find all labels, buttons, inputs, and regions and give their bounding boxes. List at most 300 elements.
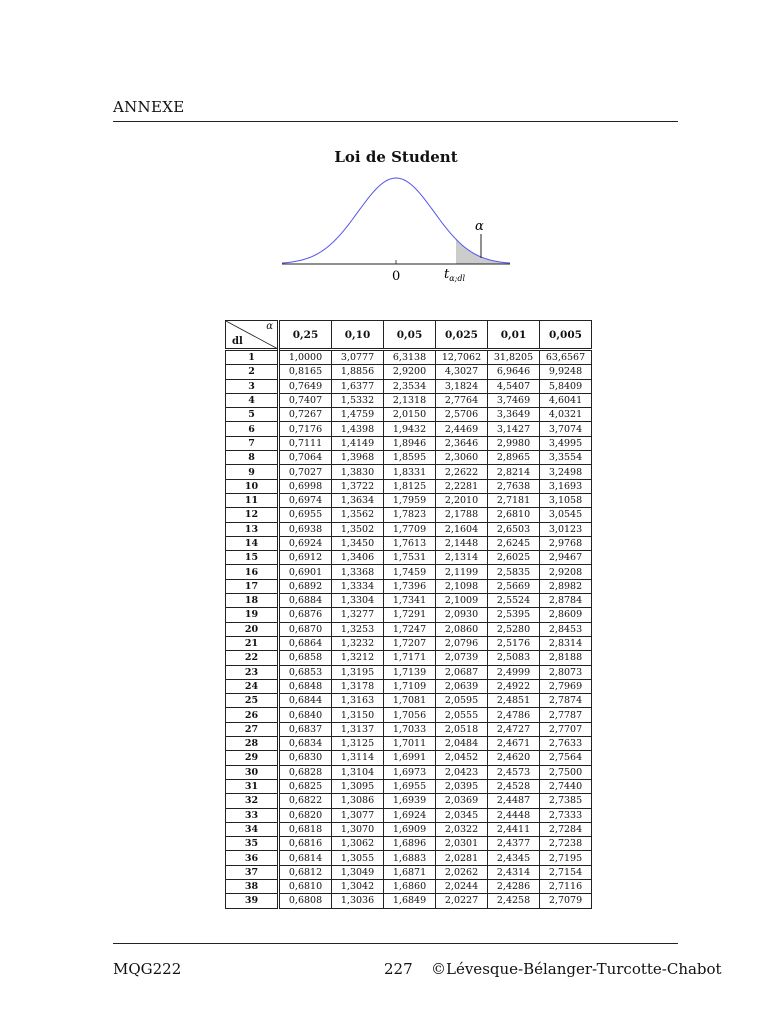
value-cell: 0,6822 [279,794,332,808]
value-cell: 1,4398 [332,422,384,436]
dl-cell: 17 [226,579,279,593]
value-cell: 0,7111 [279,436,332,450]
table-row [226,508,592,522]
value-cell: 2,0369 [436,794,488,808]
value-cell: 1,7613 [384,536,436,550]
value-cell: 2,4727 [488,722,540,736]
value-cell: 2,0262 [436,865,488,879]
value-cell: 1,3062 [332,837,384,851]
value-cell: 2,5280 [488,622,540,636]
table-row [226,479,592,493]
value-cell: 2,0639 [436,679,488,693]
dl-cell: 19 [226,608,279,622]
value-cell: 3,0545 [540,508,592,522]
value-cell: 2,0322 [436,822,488,836]
dl-cell: 37 [226,865,279,879]
value-cell: 2,8073 [540,665,592,679]
dl-cell: 13 [226,522,279,536]
value-cell: 2,5083 [488,651,540,665]
value-cell: 1,7531 [384,551,436,565]
table-row [226,708,592,722]
table-row [226,493,592,507]
table-row [226,365,592,379]
dl-cell: 22 [226,651,279,665]
dl-cell: 11 [226,493,279,507]
value-cell: 1,3634 [332,493,384,507]
dl-cell: 38 [226,879,279,893]
value-cell: 2,4487 [488,794,540,808]
value-cell: 2,8453 [540,622,592,636]
value-cell: 2,0150 [384,408,436,422]
dl-cell: 2 [226,365,279,379]
value-cell: 1,7207 [384,636,436,650]
table-row [226,465,592,479]
value-cell: 0,6884 [279,594,332,608]
value-cell: 2,9200 [384,365,436,379]
table-row [226,451,592,465]
header-rule [113,121,678,122]
table-row [226,694,592,708]
student-distribution-figure [282,172,512,284]
table-row [226,551,592,565]
value-cell: 2,0518 [436,722,488,736]
value-cell: 1,7139 [384,665,436,679]
value-cell: 2,4469 [436,422,488,436]
student-t-table [225,320,592,909]
dl-cell: 27 [226,722,279,736]
value-cell: 0,6830 [279,751,332,765]
value-cell: 0,6858 [279,651,332,665]
value-cell: 2,7440 [540,779,592,793]
value-cell: 2,0687 [436,665,488,679]
value-cell: 2,8188 [540,651,592,665]
value-cell: 1,3125 [332,737,384,751]
value-cell: 2,6245 [488,536,540,550]
value-cell: 2,3646 [436,436,488,450]
dl-cell: 31 [226,779,279,793]
value-cell: 2,5176 [488,636,540,650]
table-body [226,350,592,909]
value-cell: 0,6901 [279,565,332,579]
table-row [226,608,592,622]
dl-cell: 7 [226,436,279,450]
value-cell: 2,0484 [436,737,488,751]
value-cell: 2,5524 [488,594,540,608]
value-cell: 1,7056 [384,708,436,722]
value-cell: 3,0123 [540,522,592,536]
dl-cell: 14 [226,536,279,550]
column-header: 0,05 [384,321,436,350]
value-cell: 2,4345 [488,851,540,865]
value-cell: 1,3334 [332,579,384,593]
value-cell: 1,3055 [332,851,384,865]
value-cell: 1,3077 [332,808,384,822]
value-cell: 1,3114 [332,751,384,765]
value-cell: 4,3027 [436,365,488,379]
value-cell: 2,5669 [488,579,540,593]
table-row [226,651,592,665]
value-cell: 2,9467 [540,551,592,565]
value-cell: 2,2010 [436,493,488,507]
value-cell: 1,6860 [384,879,436,893]
value-cell: 1,8946 [384,436,436,450]
footer-authors: ©Lévesque-Bélanger-Turcotte-Chabot [431,960,722,978]
value-cell: 0,7267 [279,408,332,422]
value-cell: 1,3070 [332,822,384,836]
value-cell: 2,0452 [436,751,488,765]
value-cell: 2,9208 [540,565,592,579]
value-cell: 2,7564 [540,751,592,765]
dl-cell: 34 [226,822,279,836]
value-cell: 2,0595 [436,694,488,708]
value-cell: 2,1318 [384,393,436,407]
value-cell: 0,7649 [279,379,332,393]
value-cell: 1,4759 [332,408,384,422]
dl-cell: 6 [226,422,279,436]
value-cell: 3,2498 [540,465,592,479]
value-cell: 2,4573 [488,765,540,779]
value-cell: 0,6818 [279,822,332,836]
value-cell: 2,7079 [540,894,592,908]
t-critical-subscript: α;dl [449,274,466,283]
value-cell: 1,3450 [332,536,384,550]
figure-title: Loi de Student [334,148,458,166]
value-cell: 2,7284 [540,822,592,836]
footer-rule [113,943,678,944]
value-cell: 2,8965 [488,451,540,465]
value-cell: 2,8982 [540,579,592,593]
value-cell: 2,0345 [436,808,488,822]
value-cell: 1,7396 [384,579,436,593]
value-cell: 0,6938 [279,522,332,536]
dl-cell: 9 [226,465,279,479]
value-cell: 2,8314 [540,636,592,650]
value-cell: 2,4411 [488,822,540,836]
value-cell: 2,7638 [488,479,540,493]
value-cell: 2,7154 [540,865,592,879]
corner-dl-label: dl [232,336,243,347]
table-row [226,408,592,422]
value-cell: 0,6844 [279,694,332,708]
page-header: ANNEXE [113,98,185,116]
value-cell: 1,3086 [332,794,384,808]
value-cell: 0,6812 [279,865,332,879]
value-cell: 1,3212 [332,651,384,665]
table-row [226,565,592,579]
value-cell: 2,9980 [488,436,540,450]
value-cell: 1,3277 [332,608,384,622]
value-cell: 2,5706 [436,408,488,422]
dl-cell: 23 [226,665,279,679]
value-cell: 2,8214 [488,465,540,479]
value-cell: 4,5407 [488,379,540,393]
value-cell: 1,6377 [332,379,384,393]
value-cell: 2,7385 [540,794,592,808]
value-cell: 2,4448 [488,808,540,822]
value-cell: 0,6816 [279,837,332,851]
value-cell: 6,9646 [488,365,540,379]
value-cell: 1,8856 [332,365,384,379]
dl-cell: 15 [226,551,279,565]
dl-cell: 5 [226,408,279,422]
value-cell: 2,9768 [540,536,592,550]
value-cell: 1,7247 [384,622,436,636]
zero-label: 0 [392,269,401,284]
value-cell: 3,1058 [540,493,592,507]
value-cell: 9,9248 [540,365,592,379]
value-cell: 1,0000 [279,350,332,365]
dl-cell: 25 [226,694,279,708]
value-cell: 1,3368 [332,565,384,579]
dl-cell: 4 [226,393,279,407]
table-row [226,879,592,893]
value-cell: 2,4258 [488,894,540,908]
value-cell: 2,8609 [540,608,592,622]
value-cell: 2,1314 [436,551,488,565]
value-cell: 0,6808 [279,894,332,908]
value-cell: 3,3649 [488,408,540,422]
value-cell: 1,6924 [384,808,436,822]
value-cell: 2,0301 [436,837,488,851]
table-row [226,579,592,593]
dl-cell: 36 [226,851,279,865]
value-cell: 2,7195 [540,851,592,865]
dl-cell: 33 [226,808,279,822]
value-cell: 2,4851 [488,694,540,708]
value-cell: 1,3562 [332,508,384,522]
value-cell: 2,4620 [488,751,540,765]
value-cell: 1,3253 [332,622,384,636]
value-cell: 2,7969 [540,679,592,693]
value-cell: 0,6840 [279,708,332,722]
value-cell: 2,4922 [488,679,540,693]
value-cell: 1,3036 [332,894,384,908]
value-cell: 2,5835 [488,565,540,579]
value-cell: 1,3406 [332,551,384,565]
value-cell: 2,2281 [436,479,488,493]
value-cell: 1,3137 [332,722,384,736]
footer-course: MQG222 [113,960,182,978]
column-header: 0,01 [488,321,540,350]
table-row [226,765,592,779]
table-row [226,379,592,393]
value-cell: 2,0281 [436,851,488,865]
corner-alpha-label: α [266,321,273,332]
value-cell: 5,8409 [540,379,592,393]
value-cell: 2,8784 [540,594,592,608]
value-cell: 2,0395 [436,779,488,793]
value-cell: 0,6864 [279,636,332,650]
value-cell: 1,7171 [384,651,436,665]
value-cell: 1,7459 [384,565,436,579]
value-cell: 2,3534 [384,379,436,393]
value-cell: 0,6912 [279,551,332,565]
table-row [226,837,592,851]
value-cell: 2,7500 [540,765,592,779]
value-cell: 3,3554 [540,451,592,465]
value-cell: 0,6974 [279,493,332,507]
value-cell: 1,7959 [384,493,436,507]
value-cell: 2,0796 [436,636,488,650]
column-header: 0,025 [436,321,488,350]
dl-cell: 18 [226,594,279,608]
value-cell: 0,6814 [279,851,332,865]
value-cell: 0,6810 [279,879,332,893]
value-cell: 2,7333 [540,808,592,822]
value-cell: 1,3104 [332,765,384,779]
value-cell: 0,7027 [279,465,332,479]
table-row [226,865,592,879]
footer-page-number: 227 [384,960,413,978]
table-row [226,536,592,550]
value-cell: 0,6955 [279,508,332,522]
column-header: 0,25 [279,321,332,350]
value-cell: 4,6041 [540,393,592,407]
value-cell: 2,1448 [436,536,488,550]
value-cell: 2,0930 [436,608,488,622]
value-cell: 2,7116 [540,879,592,893]
column-header: 0,10 [332,321,384,350]
table-row [226,851,592,865]
value-cell: 1,7033 [384,722,436,736]
value-cell: 0,6998 [279,479,332,493]
value-cell: 2,6503 [488,522,540,536]
value-cell: 2,1199 [436,565,488,579]
value-cell: 1,5332 [332,393,384,407]
value-cell: 3,1427 [488,422,540,436]
value-cell: 3,0777 [332,350,384,365]
value-cell: 1,9432 [384,422,436,436]
dl-cell: 28 [226,737,279,751]
value-cell: 1,6871 [384,865,436,879]
value-cell: 0,6853 [279,665,332,679]
value-cell: 1,8331 [384,465,436,479]
value-cell: 1,3304 [332,594,384,608]
value-cell: 1,6883 [384,851,436,865]
table-row [226,822,592,836]
value-cell: 1,3042 [332,879,384,893]
table-row [226,522,592,536]
value-cell: 0,6828 [279,765,332,779]
value-cell: 0,8165 [279,365,332,379]
value-cell: 1,7081 [384,694,436,708]
value-cell: 0,6876 [279,608,332,622]
value-cell: 1,7709 [384,522,436,536]
dl-cell: 39 [226,894,279,908]
value-cell: 3,7469 [488,393,540,407]
dl-cell: 30 [226,765,279,779]
table-row [226,350,592,365]
dl-cell: 3 [226,379,279,393]
value-cell: 3,1693 [540,479,592,493]
value-cell: 2,4528 [488,779,540,793]
table-row [226,665,592,679]
value-cell: 3,7074 [540,422,592,436]
value-cell: 12,7062 [436,350,488,365]
value-cell: 2,7874 [540,694,592,708]
table-row [226,679,592,693]
alpha-label: α [475,219,484,234]
value-cell: 1,3163 [332,694,384,708]
value-cell: 1,6955 [384,779,436,793]
value-cell: 3,1824 [436,379,488,393]
header-row [226,321,592,350]
value-cell: 0,6924 [279,536,332,550]
value-cell: 1,6909 [384,822,436,836]
value-cell: 2,1098 [436,579,488,593]
value-cell: 0,6870 [279,622,332,636]
dl-cell: 10 [226,479,279,493]
value-cell: 0,6837 [279,722,332,736]
value-cell: 2,7181 [488,493,540,507]
table-row [226,779,592,793]
value-cell: 2,0227 [436,894,488,908]
value-cell: 1,3968 [332,451,384,465]
value-cell: 2,4377 [488,837,540,851]
value-cell: 1,8595 [384,451,436,465]
value-cell: 1,6973 [384,765,436,779]
value-cell: 2,0860 [436,622,488,636]
value-cell: 1,6896 [384,837,436,851]
value-cell: 2,7633 [540,737,592,751]
value-cell: 1,3195 [332,665,384,679]
value-cell: 1,3095 [332,779,384,793]
dl-cell: 21 [226,636,279,650]
value-cell: 2,0555 [436,708,488,722]
value-cell: 1,3722 [332,479,384,493]
table-row [226,737,592,751]
value-cell: 2,6025 [488,551,540,565]
value-cell: 2,4671 [488,737,540,751]
value-cell: 0,7176 [279,422,332,436]
value-cell: 1,3502 [332,522,384,536]
value-cell: 1,6991 [384,751,436,765]
value-cell: 1,8125 [384,479,436,493]
column-header: 0,005 [540,321,592,350]
value-cell: 1,3178 [332,679,384,693]
value-cell: 1,3232 [332,636,384,650]
value-cell: 0,6848 [279,679,332,693]
value-cell: 2,1788 [436,508,488,522]
value-cell: 1,7109 [384,679,436,693]
value-cell: 2,4999 [488,665,540,679]
dl-cell: 1 [226,350,279,365]
value-cell: 2,0739 [436,651,488,665]
value-cell: 2,3060 [436,451,488,465]
value-cell: 0,6892 [279,579,332,593]
value-cell: 2,2622 [436,465,488,479]
value-cell: 0,6825 [279,779,332,793]
value-cell: 1,3049 [332,865,384,879]
value-cell: 2,1604 [436,522,488,536]
table-row [226,722,592,736]
dl-cell: 24 [226,679,279,693]
value-cell: 2,6810 [488,508,540,522]
t-critical-label: $t_{\alpha;dl}$ [444,267,466,283]
value-cell: 1,3150 [332,708,384,722]
value-cell: 2,4286 [488,879,540,893]
value-cell: 0,6820 [279,808,332,822]
value-cell: 1,3830 [332,465,384,479]
value-cell: 2,7764 [436,393,488,407]
value-cell: 2,7707 [540,722,592,736]
value-cell: 4,0321 [540,408,592,422]
dl-cell: 32 [226,794,279,808]
table-row [226,751,592,765]
dl-cell: 12 [226,508,279,522]
dl-cell: 35 [226,837,279,851]
corner-cell [226,321,279,350]
